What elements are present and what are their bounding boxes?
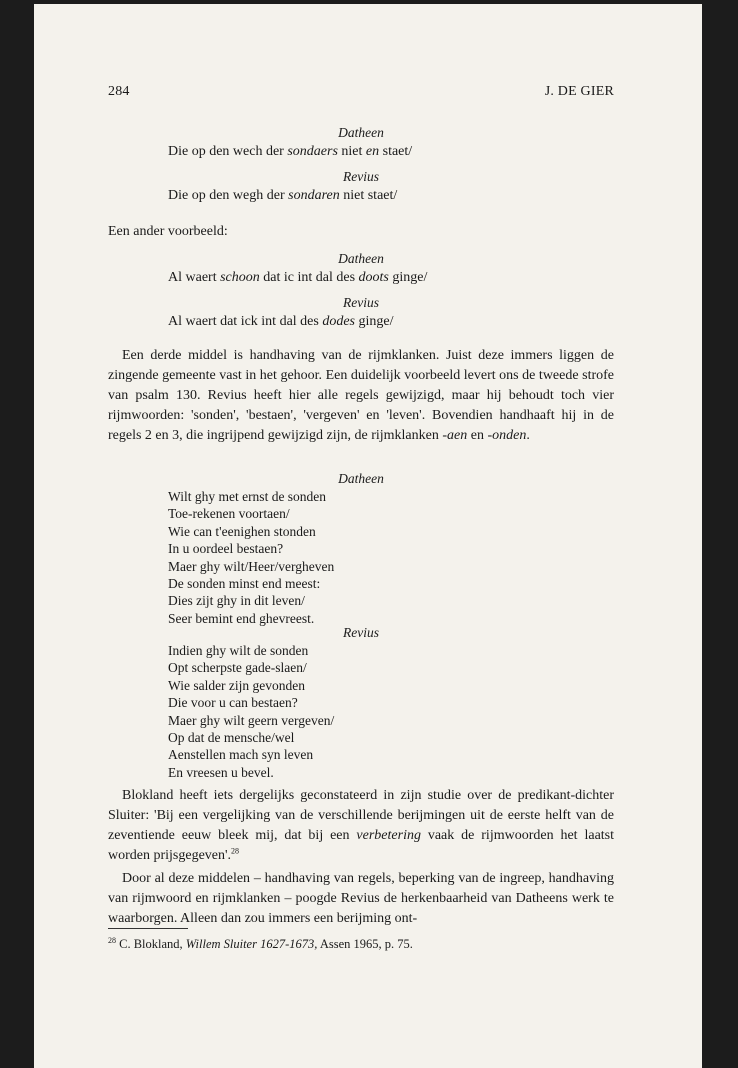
footnote: $^{28}$ C. Blokland, Willem Sluiter 1627-1673, Assen 1965, p. 75. xyxy=(108,935,413,951)
footnote-ref[interactable]: 28 xyxy=(231,846,240,856)
poem-line: En vreesen u bevel. xyxy=(168,764,274,780)
poem-datheen xyxy=(108,470,614,627)
page-number: 284 xyxy=(108,84,130,99)
poem-line: Op dat de mensche/wel xyxy=(168,730,295,746)
poem-datheen-label: Datheen xyxy=(338,471,384,486)
poem-revius-label: Revius xyxy=(343,625,379,640)
paragraph-rijmklanken: Een derde middel is handhaving van de rijmklanken. Juist deze immers liggen de zingende gemeente vast in het gehoor. Een duidelijk voorbeeld levert ons de tweede strofe van psalm 130. Revius heeft hier alle regels gewijzigd, maar hij behoudt toch vier rijmwoorden: 'sonden', 'bestaen', 'vergeven' en 'leven'. Bovendien handhaaft hij in de regels 2 en 3, die ingrijpend gewijzigd zijn, de rijmklanken -aen en -onden. xyxy=(108,348,614,443)
example-2-revius-label: Revius xyxy=(343,295,379,310)
poem-line: Seer bemint end ghevreest. xyxy=(168,610,315,626)
poem-line: Maer ghy wilt geern vergeven/ xyxy=(168,712,335,728)
poem-line: Die voor u can bestaen? xyxy=(168,695,298,711)
poem-revius xyxy=(108,624,614,781)
example-2-revius-line: Al waert dat ick int dal des dodes ginge/ xyxy=(168,314,394,329)
paragraph-middelen: Door al deze middelen – handhaving van regels, beperking van de ingreep, handhaving van rijmwoord en rijmklanken – poogde Revius de herkenbaarheid van Datheens werk te waarborgen. Alleen dan zou immers een berijming ont- xyxy=(108,871,614,926)
paragraph-blokland: Blokland heeft iets dergelijks geconstateerd in zijn studie over de predikant-dichter Sluiter: 'Bij een vergelijking van de verschillende berijmingen uit de eerste helft van de zeventiende eeuw bleek mij, dat bij een verbetering vaak de rijmwoorden het laatst worden prijsgegeven'.$^{28}$ Door al deze middelen – handhaving van regels, beperking van de ingreep, handhaving van rijmwoord en rijmklanken – poogde Revius de herkenbaarheid van Datheens werk te waarborgen. Alleen dan zou immers een berijming ont- xyxy=(108,786,614,929)
footnote-number: 28 xyxy=(108,935,116,945)
poem-line: Dies zijt ghy in dit leven/ xyxy=(168,593,305,609)
example-2-datheen-label: Datheen xyxy=(338,251,384,266)
example-2 xyxy=(108,250,614,332)
ander-voorbeeld: Een ander voorbeeld: xyxy=(108,224,228,239)
poem-line: Wie salder zijn gevonden xyxy=(168,677,306,693)
poem-line: Toe-rekenen voortaen/ xyxy=(168,506,290,522)
example-1-revius-line: Die op den wegh der sondaren niet staet/ xyxy=(168,188,398,203)
footnote-rule xyxy=(108,928,188,929)
example-2-datheen-line: Al waert schoon dat ic int dal des doots ginge/ xyxy=(168,270,428,285)
poem-line: Wilt ghy met ernst de sonden xyxy=(168,489,327,504)
example-1-datheen-label: Datheen xyxy=(338,125,384,140)
example-1 xyxy=(108,124,614,206)
running-author: J. DE GIER xyxy=(544,84,614,99)
poem-line: Indien ghy wilt de sonden xyxy=(168,643,309,658)
poem-line: De sonden minst end meest: xyxy=(168,576,321,592)
example-1-revius-label: Revius xyxy=(343,169,379,184)
poem-line: Wie can t'eenighen stonden xyxy=(168,523,316,539)
example-1-datheen-line: Die op den wech der sondaers niet en staet/ xyxy=(168,144,413,159)
poem-line: In u oordeel bestaen? xyxy=(168,541,284,557)
poem-line: Aenstellen mach syn leven xyxy=(168,747,314,763)
poem-line: Opt scherpste gade-slaen/ xyxy=(168,660,307,676)
poem-line: Maer ghy wilt/Heer/vergheven xyxy=(168,558,335,574)
